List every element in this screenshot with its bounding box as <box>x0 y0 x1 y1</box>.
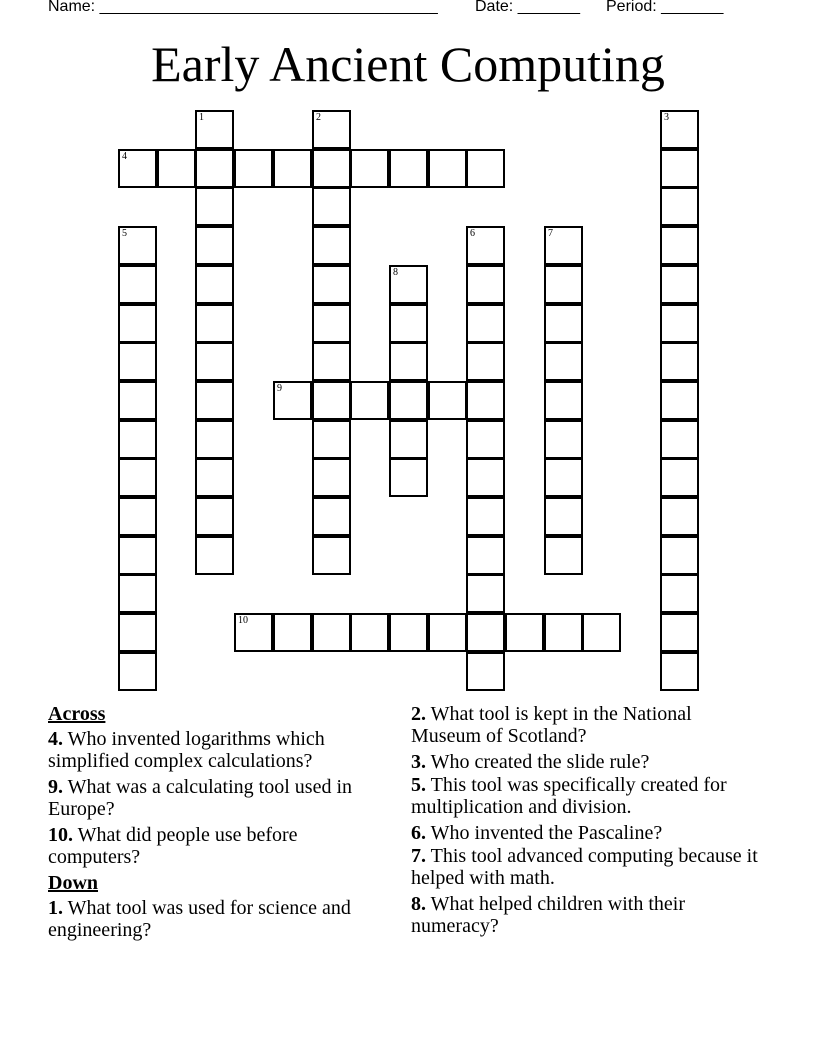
crossword-cell[interactable] <box>312 110 351 149</box>
clue-number-label: 8 <box>393 267 398 278</box>
crossword-cell[interactable] <box>312 613 351 652</box>
crossword-cell[interactable] <box>466 149 505 188</box>
crossword-cell[interactable] <box>466 574 505 613</box>
crossword-cell[interactable] <box>118 613 157 652</box>
crossword-cell[interactable] <box>118 420 157 459</box>
crossword-cell[interactable] <box>118 149 157 188</box>
clue-number: 5. <box>411 774 426 796</box>
crossword-cell[interactable] <box>118 458 157 497</box>
crossword-cell[interactable] <box>466 226 505 265</box>
crossword-cell[interactable] <box>389 458 428 497</box>
clue-number: 10. <box>48 824 73 846</box>
crossword-cell[interactable] <box>660 536 699 575</box>
clue-down-3 <box>411 751 761 773</box>
crossword-cell[interactable] <box>195 497 234 536</box>
crossword-cell[interactable] <box>660 381 699 420</box>
clue-number-label: 10 <box>238 615 248 626</box>
crossword-cell[interactable] <box>389 149 428 188</box>
crossword-cell[interactable] <box>312 342 351 381</box>
crossword-cell[interactable] <box>118 342 157 381</box>
crossword-cell[interactable] <box>312 420 351 459</box>
crossword-cell[interactable] <box>350 381 389 420</box>
crossword-cell[interactable] <box>118 381 157 420</box>
clue-text: This tool advanced computing because it helped with math. <box>411 845 758 889</box>
crossword-cell[interactable] <box>544 497 583 536</box>
crossword-cell[interactable] <box>157 149 196 188</box>
clue-text: What helped children with their numeracy? <box>411 893 685 937</box>
clue-number-label: 5 <box>122 228 127 239</box>
crossword-cell[interactable] <box>389 381 428 420</box>
crossword-cell[interactable] <box>195 110 234 149</box>
crossword-cell[interactable] <box>660 304 699 343</box>
clue-text: What tool was used for science and engineering? <box>48 897 351 941</box>
clue-text: Who created the slide rule? <box>430 751 650 773</box>
crossword-cell[interactable] <box>312 226 351 265</box>
clue-across-4 <box>48 728 388 772</box>
clue-number: 8. <box>411 893 426 915</box>
crossword-cell[interactable] <box>273 381 312 420</box>
crossword-cell[interactable] <box>660 458 699 497</box>
crossword-cell[interactable] <box>195 304 234 343</box>
clue-across-9 <box>48 776 388 820</box>
crossword-cell[interactable] <box>118 536 157 575</box>
clue-number-label: 1 <box>199 112 204 123</box>
name-field-label[interactable]: Name: ______________________________________ <box>48 0 438 15</box>
crossword-cell[interactable] <box>312 381 351 420</box>
clue-text: Who invented logarithms which simplified complex calculations? <box>48 728 325 772</box>
clue-down-1 <box>48 897 388 941</box>
period-field-label[interactable]: Period: _______ <box>606 0 724 15</box>
crossword-cell[interactable] <box>118 226 157 265</box>
crossword-cell[interactable] <box>389 613 428 652</box>
crossword-cell[interactable] <box>544 536 583 575</box>
crossword-cell[interactable] <box>389 265 428 304</box>
crossword-cell[interactable] <box>273 613 312 652</box>
crossword-cell[interactable] <box>544 458 583 497</box>
crossword-cell[interactable] <box>544 420 583 459</box>
crossword-cell[interactable] <box>312 458 351 497</box>
crossword-cell[interactable] <box>466 613 505 652</box>
crossword-cell[interactable] <box>195 381 234 420</box>
crossword-cell[interactable] <box>118 265 157 304</box>
crossword-cell[interactable] <box>660 420 699 459</box>
crossword-cell[interactable] <box>118 574 157 613</box>
crossword-cell[interactable] <box>544 265 583 304</box>
crossword-cell[interactable] <box>195 342 234 381</box>
crossword-cell[interactable] <box>660 265 699 304</box>
crossword-cell[interactable] <box>234 613 273 652</box>
clue-down-6 <box>411 822 761 844</box>
page-title: Early Ancient Computing <box>151 36 665 92</box>
clue-across-10 <box>48 824 388 868</box>
crossword-cell[interactable] <box>466 652 505 691</box>
crossword-cell[interactable] <box>389 304 428 343</box>
crossword-cell[interactable] <box>389 342 428 381</box>
crossword-cell[interactable] <box>389 420 428 459</box>
crossword-cell[interactable] <box>428 149 467 188</box>
crossword-cell[interactable] <box>195 420 234 459</box>
clue-number: 4. <box>48 728 63 750</box>
clue-number-label: 4 <box>122 151 127 162</box>
crossword-cell[interactable] <box>544 226 583 265</box>
crossword-cell[interactable] <box>350 613 389 652</box>
crossword-cell[interactable] <box>466 536 505 575</box>
date-field-label[interactable]: Date: _______ <box>475 0 580 15</box>
clues-right-column <box>411 703 761 941</box>
clue-down-5 <box>411 774 761 818</box>
crossword-cell[interactable] <box>466 458 505 497</box>
crossword-cell[interactable] <box>466 342 505 381</box>
clue-number-label: 9 <box>277 383 282 394</box>
crossword-cell[interactable] <box>118 497 157 536</box>
crossword-cell[interactable] <box>312 187 351 226</box>
clue-number-label: 2 <box>316 112 321 123</box>
crossword-cell[interactable] <box>195 226 234 265</box>
crossword-cell[interactable] <box>428 381 467 420</box>
crossword-cell[interactable] <box>660 149 699 188</box>
down-heading: Down <box>48 872 99 894</box>
clue-text: What was a calculating tool used in Europe? <box>48 776 352 820</box>
clue-text: Who invented the Pascaline? <box>430 822 663 844</box>
crossword-cell[interactable] <box>582 613 621 652</box>
crossword-cell[interactable] <box>312 265 351 304</box>
crossword-cell[interactable] <box>195 265 234 304</box>
crossword-cell[interactable] <box>195 536 234 575</box>
clue-down-7 <box>411 845 761 889</box>
across-heading: Across <box>48 703 106 725</box>
crossword-cell[interactable] <box>466 420 505 459</box>
clue-number: 7. <box>411 845 426 867</box>
clue-text: What tool is kept in the National Museum of Scotland? <box>411 703 692 747</box>
crossword-cell[interactable] <box>466 265 505 304</box>
crossword-cell[interactable] <box>312 536 351 575</box>
clue-down-2 <box>411 703 761 747</box>
crossword-cell[interactable] <box>118 304 157 343</box>
crossword-cell[interactable] <box>660 574 699 613</box>
clue-number-label: 7 <box>548 228 553 239</box>
crossword-cell[interactable] <box>195 187 234 226</box>
crossword-cell[interactable] <box>544 613 583 652</box>
crossword-cell[interactable] <box>234 149 273 188</box>
crossword-cell[interactable] <box>660 497 699 536</box>
clue-number-label: 3 <box>664 112 669 123</box>
clue-number: 2. <box>411 703 426 725</box>
crossword-cell[interactable] <box>660 342 699 381</box>
clue-number: 1. <box>48 897 63 919</box>
clue-number: 3. <box>411 751 426 773</box>
crossword-cell[interactable] <box>195 149 234 188</box>
crossword-cell[interactable] <box>544 304 583 343</box>
crossword-cell[interactable] <box>195 458 234 497</box>
crossword-cell[interactable] <box>505 613 544 652</box>
crossword-cell[interactable] <box>544 342 583 381</box>
clue-down-8 <box>411 893 761 937</box>
crossword-cell[interactable] <box>466 381 505 420</box>
clues-left-column <box>48 703 388 945</box>
crossword-cell[interactable] <box>312 149 351 188</box>
clue-number-label: 6 <box>470 228 475 239</box>
crossword-cell[interactable] <box>544 381 583 420</box>
crossword-cell[interactable] <box>273 149 312 188</box>
clue-number: 6. <box>411 822 426 844</box>
crossword-cell[interactable] <box>312 497 351 536</box>
crossword-cell[interactable] <box>660 652 699 691</box>
crossword-cell[interactable] <box>312 304 351 343</box>
crossword-cell[interactable] <box>428 613 467 652</box>
crossword-cell[interactable] <box>660 187 699 226</box>
crossword-cell[interactable] <box>466 304 505 343</box>
clue-text: What did people use before computers? <box>48 824 298 868</box>
crossword-cell[interactable] <box>660 226 699 265</box>
crossword-cell[interactable] <box>660 110 699 149</box>
crossword-cell[interactable] <box>660 613 699 652</box>
crossword-cell[interactable] <box>350 149 389 188</box>
clue-text: This tool was specifically created for multiplication and division. <box>411 774 727 818</box>
crossword-cell[interactable] <box>466 497 505 536</box>
crossword-cell[interactable] <box>118 652 157 691</box>
clue-number: 9. <box>48 776 63 798</box>
